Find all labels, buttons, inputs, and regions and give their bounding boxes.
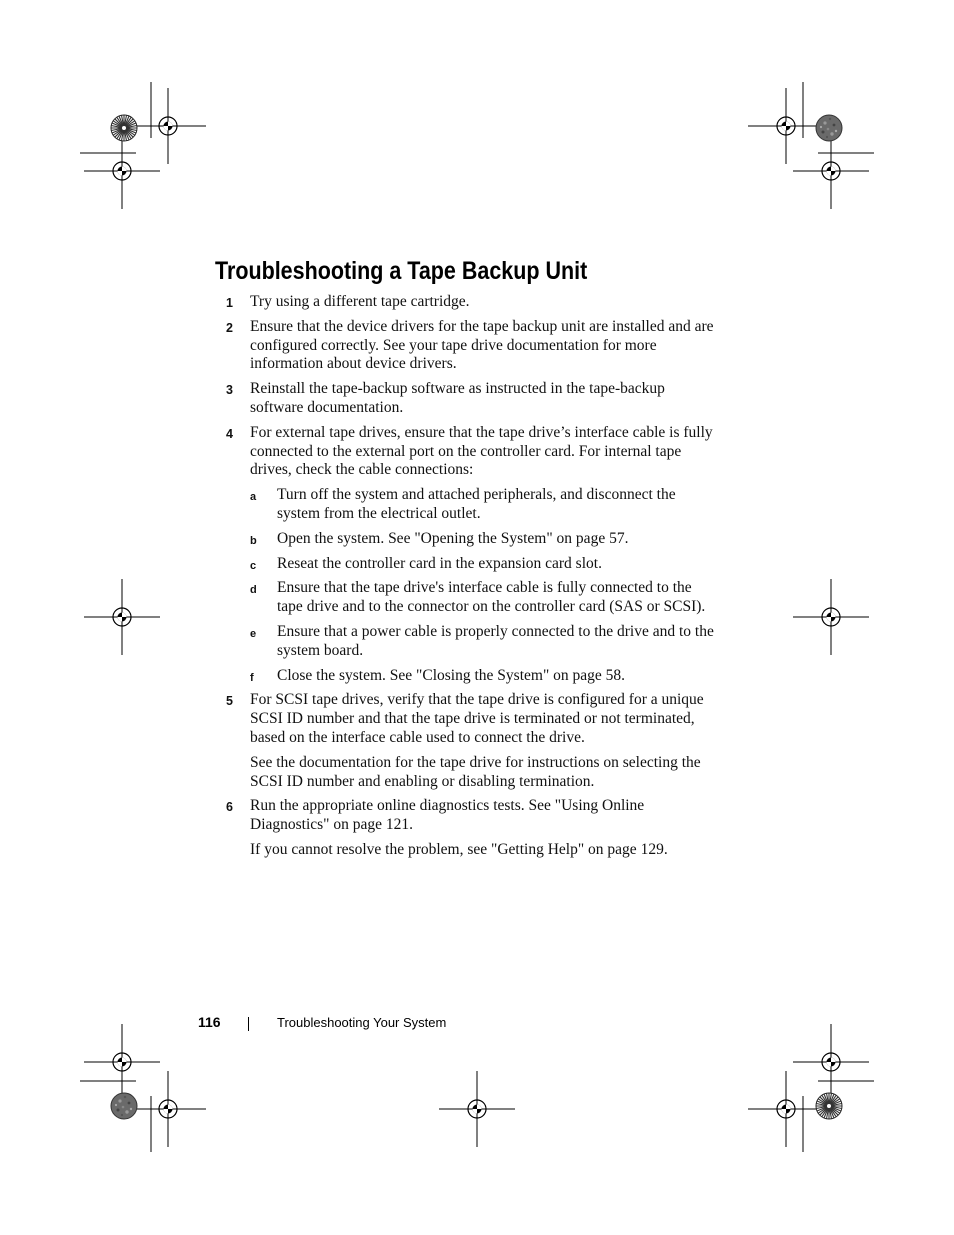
footer-divider <box>248 1017 249 1031</box>
substep-d <box>250 579 721 617</box>
step-text: For SCSI tape drives, verify that the tape drive is configured for a unique SCSI ID number and that the tape drive is terminated or not terminated, based on the interface cable used to connect the drive. <box>250 691 704 746</box>
step-number: 6 <box>226 800 233 815</box>
substep-letter: a <box>250 491 257 504</box>
step-5 <box>226 691 721 791</box>
step-text: Try using a different tape cartridge. <box>250 293 470 310</box>
step-note: If you cannot resolve the problem, see "Getting Help" on page 129. <box>250 840 668 858</box>
substep-letter: e <box>250 627 257 640</box>
step-text: Run the appropriate online diagnostics tests. See "Using Online Diagnostics" on page 121. <box>250 797 645 834</box>
substep-text: Close the system. See "Closing the System" on page 58. <box>277 666 626 684</box>
step-text: For external tape drives, ensure that the tape drive’s interface cable is fully connected to the external port on the controller card. For internal tape drives, check the cable connections: <box>250 423 713 479</box>
substep-list <box>250 486 721 685</box>
substep-text: Reseat the controller card in the expansion card slot. <box>277 554 602 572</box>
page-title: Troubleshooting a Tape Backup Unit <box>215 257 588 285</box>
substep-e <box>250 623 721 661</box>
substep-letter: d <box>250 584 257 597</box>
step-number: 3 <box>226 383 233 398</box>
step-number: 1 <box>226 296 233 310</box>
substep-b <box>250 530 721 549</box>
substep-text: Ensure that the tape drive's interface cable is fully connected to the tape drive and to the connector on the controller card (SAS or SCSI). <box>277 579 706 616</box>
step-note: See the documentation for the tape drive for instructions on selecting the SCSI ID number and enabling or disabling termination. <box>250 753 701 790</box>
substep-text: Turn off the system and attached peripherals, and disconnect the system from the electrical outlet. <box>277 486 676 522</box>
step-text: Ensure that the device drivers for the tape backup unit are installed and are configured correctly. See your tape drive documentation for more information about device drivers. <box>250 317 714 373</box>
substep-letter: c <box>250 559 257 572</box>
substep-f <box>250 667 721 686</box>
substep-letter: f <box>250 671 254 684</box>
step-number: 5 <box>226 694 233 709</box>
footer-section-title: Troubleshooting Your System <box>277 1015 447 1030</box>
step-6 <box>226 797 721 859</box>
step-4 <box>226 424 721 686</box>
substep-letter: b <box>250 534 257 547</box>
substep-c <box>250 555 721 574</box>
step-text: Reinstall the tape-backup software as instructed in the tape-backup software documentation. <box>250 380 665 416</box>
page-number: 116 <box>198 1014 221 1030</box>
substep-text: Ensure that a power cable is properly connected to the drive and to the system board. <box>277 622 714 659</box>
step-number: 4 <box>226 426 233 441</box>
step-number: 2 <box>226 320 233 335</box>
step-3 <box>226 380 721 418</box>
step-2 <box>226 318 721 374</box>
procedure-steps <box>226 293 721 866</box>
substep-text: Open the system. See "Opening the System" on page 57. <box>277 529 629 547</box>
step-1 <box>226 293 721 312</box>
substep-a <box>250 486 721 524</box>
